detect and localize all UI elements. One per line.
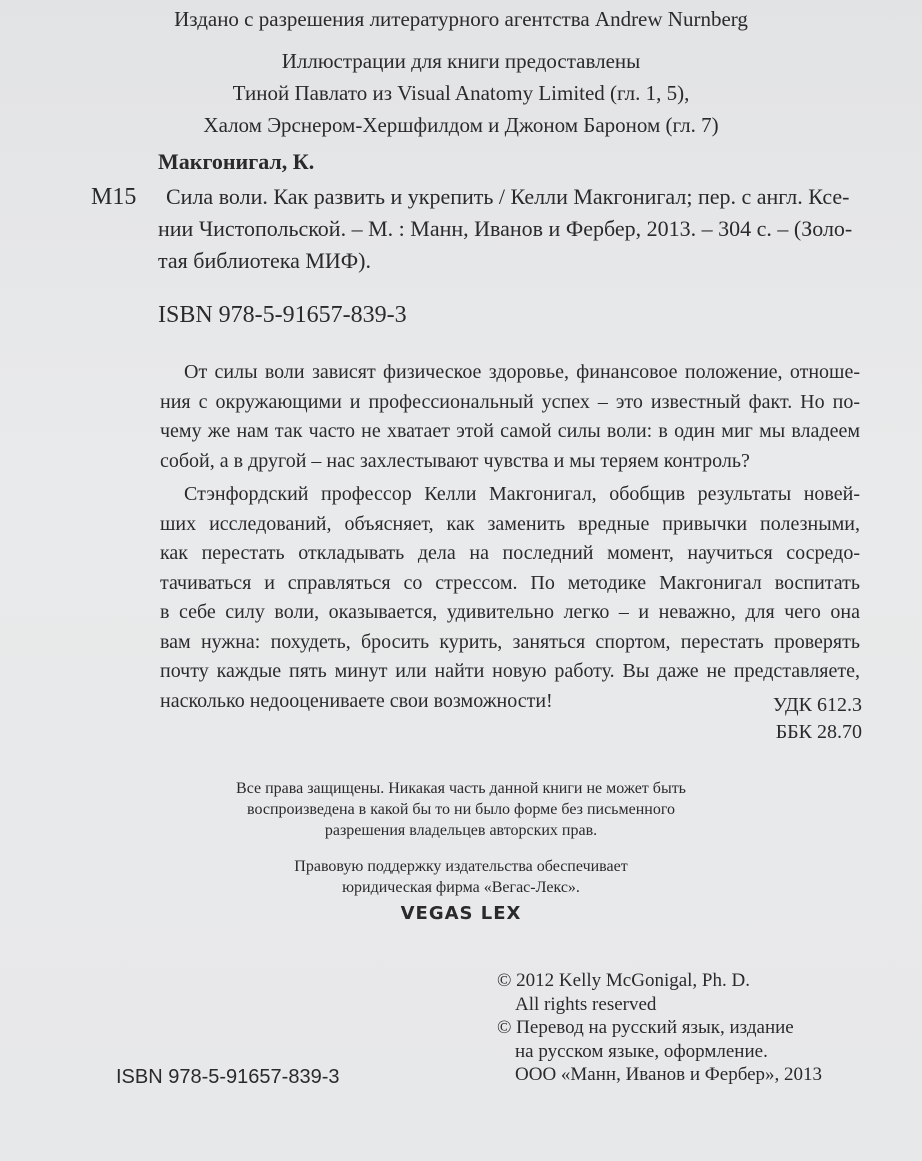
- annotation-line: От силы воли зависят физическое здоровье, финансовое положение, отноше-: [184, 361, 860, 383]
- illustrations-credit-2: Тиной Павлато из Visual Anatomy Limited (гл. 1, 5),: [232, 81, 690, 105]
- catalog-author: Макгонигал, К.: [158, 149, 315, 174]
- annotation-line: ших исследований, объясняет, как заменить вредные привычки полезными,: [160, 512, 860, 535]
- rights-line: Все права защищены. Никакая часть данной книги не может быть: [236, 780, 686, 797]
- catalog-line: Сила воли. Как развить и укрепить / Келли Макгонигал; пер. с англ. Ксе-: [166, 184, 850, 209]
- catalog-line: нии Чистопольской. – М. : Манн, Иванов и Фербер, 2013. – 304 с. – (Золо-: [158, 216, 853, 241]
- catalog-line: тая библиотека МИФ).: [158, 248, 371, 273]
- catalog-description: [158, 181, 858, 277]
- annotation-line: почту каждые пять минут или найти новую работу. Вы даже не представляете,: [160, 660, 860, 682]
- copyright-line: © 2012 Kelly McGonigal, Ph. D.: [497, 970, 750, 991]
- rights-line: воспроизведена в какой бы то ни было форме без письменного: [247, 801, 675, 818]
- rights-notice: [0, 778, 922, 841]
- annotation: [160, 358, 860, 716]
- annotation-line: тачиваться и справляться со стрессом. По методике Макгонигал воспитать: [160, 571, 860, 594]
- annotation-line: как перестать откладывать дела на последний момент, научиться сосредо-: [160, 542, 860, 564]
- rights-line: разрешения владельцев авторских прав.: [324, 822, 598, 839]
- bbk-code: ББК 28.70: [775, 721, 862, 743]
- legal-support: [0, 856, 922, 898]
- copyright-line: © Перевод на русский язык, издание: [497, 1017, 794, 1038]
- annotation-line: чему же нам так часто не хватает этой самой силы воли: в один миг мы владеем: [160, 420, 860, 442]
- publisher-permission: Издано с разрешения литературного агентства Andrew Nurnberg: [174, 7, 748, 31]
- footer-isbn: ISBN 978-5-91657-839-3: [116, 1066, 340, 1088]
- copyright-line: на русском языке, оформление.: [515, 1040, 768, 1062]
- vegas-lex-logo: VEGAS LEX: [400, 903, 522, 924]
- illustrations-credit-1: Иллюстрации для книги предоставлены: [281, 49, 641, 73]
- header-block: [0, 3, 922, 141]
- legal-line: Правовую поддержку издательства обеспечивает: [294, 858, 628, 875]
- illustrations-credit-3: Халом Эрснером-Хершфилдом и Джоном Бароном (гл. 7): [203, 113, 719, 137]
- copyright-line: All rights reserved: [515, 993, 657, 1015]
- annotation-line: собой, а в другой – нас захлестывают чувства и мы теряем контроль?: [160, 449, 750, 472]
- annotation-line: в себе силу воли, оказывается, удивительно легко – и неважно, для чего она: [160, 601, 860, 623]
- copyright-line: ООО «Манн, Иванов и Фербер», 2013: [515, 1064, 823, 1085]
- annotation-line: вам нужна: похудеть, бросить курить, заняться спортом, перестать проверять: [160, 630, 860, 653]
- udc-code: УДК 612.3: [772, 694, 862, 716]
- catalog-code: М15: [91, 184, 137, 210]
- annotation-line: насколько недооцениваете свои возможности!: [160, 689, 553, 712]
- catalog-isbn: ISBN 978-5-91657-839-3: [158, 302, 407, 328]
- annotation-line: ния с окружающими и профессиональный успех – это известный факт. Но по-: [160, 390, 860, 413]
- annotation-line: Стэнфордский профессор Келли Макгонигал, обобщив результаты новей-: [184, 483, 860, 505]
- copyright-block: [497, 969, 822, 1087]
- legal-line: юридическая фирма «Вегас-Лекс».: [342, 879, 580, 896]
